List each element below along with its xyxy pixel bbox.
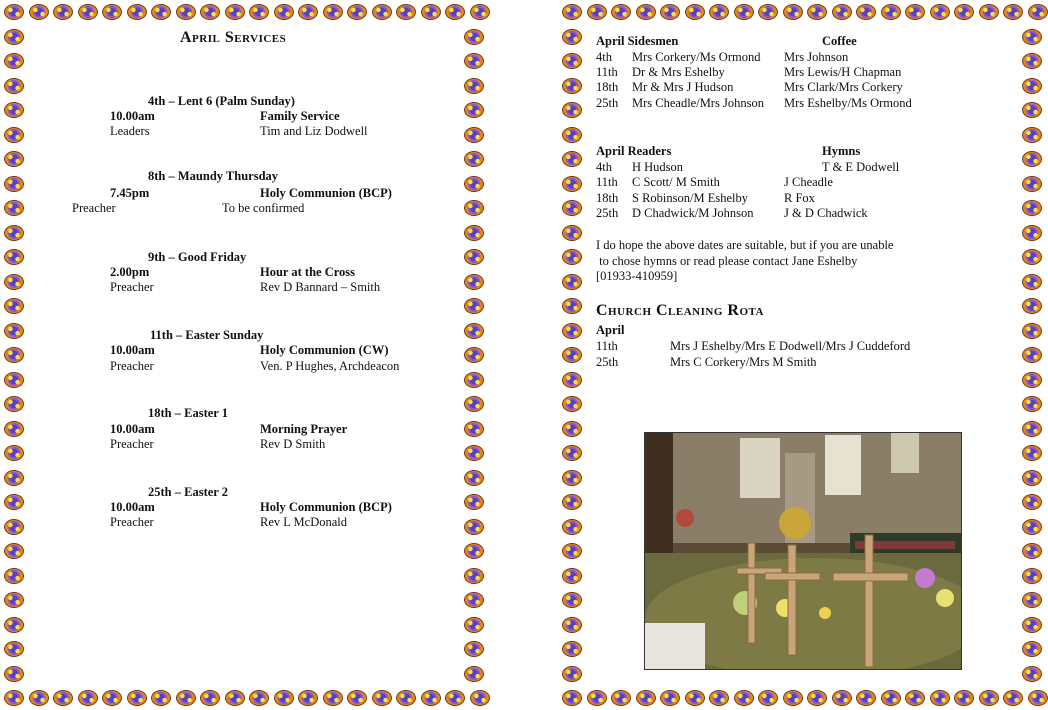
reader-date: 4th: [596, 160, 612, 174]
easter-egg-icon: [562, 396, 582, 412]
sidesmen-date: 25th: [596, 96, 619, 110]
easter-egg-icon: [783, 4, 803, 20]
easter-egg-icon: [1022, 470, 1042, 486]
easter-egg-icon: [1022, 372, 1042, 388]
hymns-name: R Fox: [784, 191, 815, 205]
easter-egg-icon: [323, 690, 343, 706]
easter-garden-image: [645, 433, 962, 670]
easter-egg-icon: [636, 4, 656, 20]
easter-egg-icon: [979, 4, 999, 20]
easter-egg-icon: [562, 592, 582, 608]
service-role: Preacher: [110, 280, 154, 294]
easter-egg-icon: [4, 421, 24, 437]
coffee-name: Mrs Lewis/H Chapman: [784, 65, 902, 79]
easter-egg-icon: [562, 470, 582, 486]
easter-egg-icon: [464, 225, 484, 241]
easter-egg-icon: [464, 151, 484, 167]
service-person: Tim and Liz Dodwell: [260, 124, 368, 138]
easter-egg-icon: [4, 470, 24, 486]
easter-egg-icon: [1022, 225, 1042, 241]
easter-egg-icon: [4, 396, 24, 412]
easter-egg-icon: [274, 4, 294, 20]
service-heading: 11th – Easter Sunday: [150, 328, 264, 342]
easter-egg-icon: [464, 641, 484, 657]
cleaning-names: Mrs C Corkery/Mrs M Smith: [670, 355, 817, 369]
easter-egg-icon: [562, 53, 582, 69]
easter-egg-icon: [954, 690, 974, 706]
easter-egg-icon: [4, 249, 24, 265]
easter-egg-icon: [562, 666, 582, 682]
easter-egg-icon: [464, 617, 484, 633]
easter-egg-icon: [1022, 78, 1042, 94]
easter-egg-icon: [734, 690, 754, 706]
service-name: Holy Communion (BCP): [260, 186, 392, 200]
easter-egg-icon: [832, 690, 852, 706]
easter-egg-icon: [734, 4, 754, 20]
service-time: 10.00am: [110, 343, 155, 357]
easter-egg-icon: [4, 543, 24, 559]
easter-egg-icon: [249, 690, 269, 706]
cleaning-month: April: [596, 323, 625, 337]
easter-egg-icon: [562, 200, 582, 216]
easter-egg-icon: [4, 127, 24, 143]
easter-egg-icon: [660, 690, 680, 706]
easter-egg-icon: [464, 78, 484, 94]
easter-egg-icon: [127, 690, 147, 706]
cleaning-title: Church Cleaning Rota: [596, 302, 764, 319]
easter-egg-icon: [562, 102, 582, 118]
easter-egg-icon: [4, 200, 24, 216]
easter-egg-icon: [4, 151, 24, 167]
easter-egg-icon: [758, 4, 778, 20]
easter-egg-icon: [562, 4, 582, 20]
easter-egg-icon: [1022, 176, 1042, 192]
easter-egg-icon: [709, 4, 729, 20]
easter-egg-icon: [1022, 519, 1042, 535]
easter-egg-icon: [176, 690, 196, 706]
easter-egg-icon: [856, 690, 876, 706]
easter-egg-icon: [464, 102, 484, 118]
easter-egg-icon: [347, 690, 367, 706]
readers-heading: April Readers: [596, 144, 672, 158]
easter-egg-icon: [709, 690, 729, 706]
easter-egg-icon: [1022, 494, 1042, 510]
easter-egg-icon: [470, 690, 490, 706]
easter-egg-icon: [905, 690, 925, 706]
easter-egg-icon: [1022, 396, 1042, 412]
coffee-name: Mrs Eshelby/Ms Ormond: [784, 96, 912, 110]
easter-egg-icon: [1022, 323, 1042, 339]
cleaning-date: 11th: [596, 339, 618, 353]
easter-egg-icon: [562, 568, 582, 584]
easter-egg-icon: [78, 690, 98, 706]
service-time: 10.00am: [110, 500, 155, 514]
service-heading: 9th – Good Friday: [148, 250, 247, 264]
hymns-name: J Cheadle: [784, 175, 833, 189]
service-role: Preacher: [72, 201, 116, 215]
easter-egg-icon: [881, 4, 901, 20]
reader-date: 25th: [596, 206, 619, 220]
easter-egg-icon: [464, 347, 484, 363]
easter-egg-icon: [1022, 127, 1042, 143]
easter-egg-icon: [562, 78, 582, 94]
easter-egg-icon: [1022, 29, 1042, 45]
easter-egg-icon: [464, 127, 484, 143]
easter-egg-icon: [4, 102, 24, 118]
easter-egg-icon: [4, 29, 24, 45]
easter-egg-icon: [464, 470, 484, 486]
service-heading: 8th – Maundy Thursday: [148, 169, 279, 183]
easter-egg-icon: [78, 4, 98, 20]
reader-date: 11th: [596, 175, 618, 189]
easter-egg-icon: [1028, 690, 1048, 706]
easter-egg-icon: [685, 4, 705, 20]
easter-egg-icon: [323, 4, 343, 20]
easter-egg-icon: [905, 4, 925, 20]
easter-egg-icon: [4, 347, 24, 363]
easter-egg-icon: [636, 690, 656, 706]
easter-egg-icon: [856, 4, 876, 20]
page-title: April Services: [180, 29, 287, 46]
sidesmen-name: Mrs Corkery/Ms Ormond: [632, 50, 761, 64]
hymns-name: J & D Chadwick: [784, 206, 868, 220]
easter-egg-icon: [464, 200, 484, 216]
contact-note-line: to chose hymns or read please contact Jane Eshelby: [596, 254, 858, 268]
easter-egg-icon: [200, 690, 220, 706]
easter-egg-icon: [445, 4, 465, 20]
left-page: [0, 0, 490, 710]
easter-egg-icon: [4, 298, 24, 314]
easter-garden-photo: [644, 432, 962, 670]
service-name: Holy Communion (CW): [260, 343, 389, 357]
easter-egg-icon: [4, 519, 24, 535]
easter-egg-icon: [464, 519, 484, 535]
easter-egg-icon: [611, 690, 631, 706]
easter-egg-icon: [4, 4, 24, 20]
easter-egg-icon: [1022, 421, 1042, 437]
reader-name: D Chadwick/M Johnson: [632, 206, 754, 220]
easter-egg-icon: [4, 641, 24, 657]
reader-name: H Hudson: [632, 160, 684, 174]
easter-egg-icon: [562, 617, 582, 633]
easter-egg-icon: [1022, 200, 1042, 216]
easter-egg-icon: [1022, 543, 1042, 559]
reader-name: S Robinson/M Eshelby: [632, 191, 748, 205]
easter-egg-icon: [562, 249, 582, 265]
easter-egg-icon: [421, 4, 441, 20]
service-name: Family Service: [260, 109, 340, 123]
easter-egg-icon: [4, 53, 24, 69]
easter-egg-icon: [464, 543, 484, 559]
easter-egg-icon: [249, 4, 269, 20]
easter-egg-icon: [53, 4, 73, 20]
contact-phone: [01933-410959]: [596, 269, 678, 283]
easter-egg-icon: [225, 690, 245, 706]
easter-egg-icon: [562, 690, 582, 706]
easter-egg-icon: [200, 4, 220, 20]
easter-egg-icon: [4, 494, 24, 510]
easter-egg-icon: [225, 4, 245, 20]
easter-egg-icon: [1028, 4, 1048, 20]
easter-egg-icon: [1022, 102, 1042, 118]
easter-egg-icon: [562, 151, 582, 167]
easter-egg-icon: [4, 176, 24, 192]
right-page: [558, 0, 1048, 710]
easter-egg-icon: [562, 494, 582, 510]
easter-egg-icon: [4, 225, 24, 241]
easter-egg-icon: [562, 274, 582, 290]
easter-egg-icon: [464, 494, 484, 510]
easter-egg-icon: [151, 4, 171, 20]
easter-egg-icon: [1003, 690, 1023, 706]
easter-egg-icon: [127, 4, 147, 20]
easter-egg-icon: [1022, 568, 1042, 584]
easter-egg-icon: [1022, 592, 1042, 608]
easter-egg-icon: [347, 4, 367, 20]
service-role: Leaders: [110, 124, 150, 138]
coffee-heading: Coffee: [822, 34, 857, 48]
reader-name: C Scott/ M Smith: [632, 175, 720, 189]
easter-egg-icon: [151, 690, 171, 706]
service-role: Preacher: [110, 437, 154, 451]
coffee-name: Mrs Johnson: [784, 50, 849, 64]
easter-egg-icon: [4, 666, 24, 682]
easter-egg-icon: [562, 225, 582, 241]
service-person: To be confirmed: [222, 201, 305, 215]
easter-egg-icon: [1022, 53, 1042, 69]
sidesmen-name: Dr & Mrs Eshelby: [632, 65, 725, 79]
easter-egg-icon: [464, 372, 484, 388]
easter-egg-icon: [29, 690, 49, 706]
easter-egg-icon: [1022, 347, 1042, 363]
easter-egg-icon: [562, 347, 582, 363]
easter-egg-icon: [1022, 151, 1042, 167]
service-person: Ven. P Hughes, Archdeacon: [260, 359, 400, 373]
service-time: 7.45pm: [110, 186, 150, 200]
easter-egg-icon: [562, 641, 582, 657]
easter-egg-icon: [445, 690, 465, 706]
easter-egg-icon: [464, 29, 484, 45]
easter-egg-icon: [464, 421, 484, 437]
easter-egg-icon: [4, 568, 24, 584]
easter-egg-icon: [954, 4, 974, 20]
easter-egg-icon: [53, 690, 73, 706]
easter-egg-icon: [562, 127, 582, 143]
sidesmen-heading: April Sidesmen: [596, 34, 679, 48]
easter-egg-icon: [4, 617, 24, 633]
easter-egg-icon: [4, 592, 24, 608]
sidesmen-date: 18th: [596, 80, 619, 94]
coffee-name: Mrs Clark/Mrs Corkery: [784, 80, 903, 94]
easter-egg-icon: [562, 29, 582, 45]
easter-egg-icon: [464, 445, 484, 461]
easter-egg-icon: [4, 78, 24, 94]
easter-egg-icon: [562, 421, 582, 437]
easter-egg-icon: [29, 4, 49, 20]
easter-egg-icon: [464, 323, 484, 339]
easter-egg-icon: [176, 4, 196, 20]
easter-egg-icon: [1022, 249, 1042, 265]
easter-egg-icon: [464, 298, 484, 314]
easter-egg-icon: [587, 690, 607, 706]
easter-egg-icon: [4, 323, 24, 339]
service-role: Preacher: [110, 359, 154, 373]
easter-egg-icon: [4, 445, 24, 461]
easter-egg-icon: [372, 690, 392, 706]
cleaning-date: 25th: [596, 355, 619, 369]
easter-egg-icon: [102, 4, 122, 20]
easter-egg-icon: [464, 249, 484, 265]
easter-egg-icon: [396, 690, 416, 706]
easter-egg-icon: [1003, 4, 1023, 20]
service-time: 2.00pm: [110, 265, 150, 279]
easter-egg-icon: [102, 690, 122, 706]
easter-egg-icon: [4, 274, 24, 290]
easter-egg-icon: [464, 396, 484, 412]
easter-egg-icon: [979, 690, 999, 706]
easter-egg-icon: [930, 4, 950, 20]
easter-egg-icon: [1022, 641, 1042, 657]
sidesmen-name: Mrs Cheadle/Mrs Johnson: [632, 96, 764, 110]
easter-egg-icon: [421, 690, 441, 706]
easter-egg-icon: [807, 4, 827, 20]
easter-egg-icon: [881, 690, 901, 706]
easter-egg-icon: [464, 274, 484, 290]
easter-egg-icon: [464, 53, 484, 69]
hymns-name: T & E Dodwell: [822, 160, 900, 174]
easter-egg-icon: [1022, 666, 1042, 682]
easter-egg-icon: [4, 372, 24, 388]
contact-note-line: I do hope the above dates are suitable, but if you are unable: [596, 238, 894, 252]
easter-egg-icon: [562, 372, 582, 388]
hymns-heading: Hymns: [822, 144, 861, 158]
service-person: Rev D Smith: [260, 437, 326, 451]
easter-egg-icon: [396, 4, 416, 20]
easter-egg-icon: [464, 592, 484, 608]
service-role: Preacher: [110, 515, 154, 529]
service-heading: 25th – Easter 2: [148, 485, 228, 499]
easter-egg-icon: [685, 690, 705, 706]
service-heading: 4th – Lent 6 (Palm Sunday): [148, 94, 295, 108]
easter-egg-icon: [372, 4, 392, 20]
easter-egg-icon: [274, 690, 294, 706]
easter-egg-icon: [298, 4, 318, 20]
easter-egg-icon: [611, 4, 631, 20]
service-name: Hour at the Cross: [260, 265, 356, 279]
sidesmen-date: 4th: [596, 50, 612, 64]
easter-egg-icon: [783, 690, 803, 706]
easter-egg-icon: [464, 176, 484, 192]
easter-egg-icon: [562, 176, 582, 192]
service-time: 10.00am: [110, 422, 155, 436]
service-heading: 18th – Easter 1: [148, 406, 228, 420]
easter-egg-icon: [464, 666, 484, 682]
sidesmen-date: 11th: [596, 65, 618, 79]
easter-egg-icon: [1022, 298, 1042, 314]
service-name: Morning Prayer: [260, 422, 348, 436]
easter-egg-icon: [562, 323, 582, 339]
easter-egg-icon: [562, 445, 582, 461]
service-person: Rev D Bannard – Smith: [260, 280, 381, 294]
service-person: Rev L McDonald: [260, 515, 348, 529]
easter-egg-icon: [758, 690, 778, 706]
easter-egg-icon: [298, 690, 318, 706]
easter-egg-icon: [660, 4, 680, 20]
easter-egg-icon: [930, 690, 950, 706]
easter-egg-icon: [587, 4, 607, 20]
sidesmen-name: Mr & Mrs J Hudson: [632, 80, 734, 94]
easter-egg-icon: [807, 690, 827, 706]
easter-egg-icon: [1022, 617, 1042, 633]
reader-date: 18th: [596, 191, 619, 205]
easter-egg-icon: [562, 298, 582, 314]
easter-egg-icon: [1022, 445, 1042, 461]
easter-egg-icon: [464, 568, 484, 584]
easter-egg-icon: [562, 543, 582, 559]
easter-egg-icon: [470, 4, 490, 20]
cleaning-names: Mrs J Eshelby/Mrs E Dodwell/Mrs J Cuddeford: [670, 339, 911, 353]
service-time: 10.00am: [110, 109, 155, 123]
easter-egg-icon: [562, 519, 582, 535]
easter-egg-icon: [1022, 274, 1042, 290]
easter-egg-icon: [4, 690, 24, 706]
easter-egg-icon: [832, 4, 852, 20]
service-name: Holy Communion (BCP): [260, 500, 392, 514]
